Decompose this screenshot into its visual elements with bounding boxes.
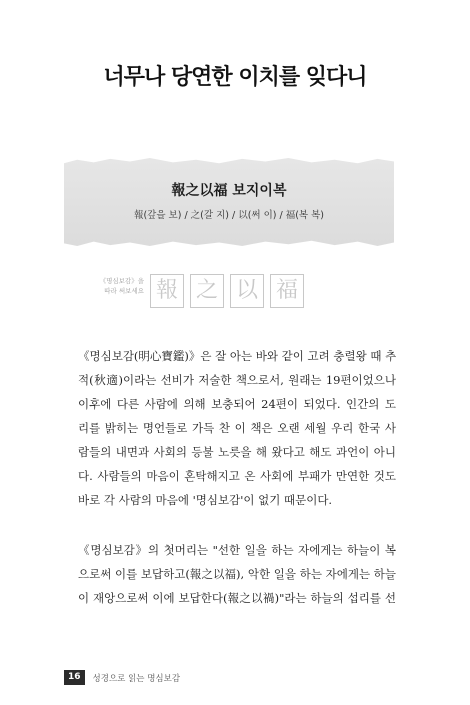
text-line: 《명심보감(明心寶鑑)》은 잘 아는 바와 같이 고려 충렬왕 때 추 bbox=[78, 349, 397, 363]
stamp-caption-line: 《명심보감》을 bbox=[99, 277, 144, 285]
stamp-char: 以 bbox=[230, 274, 264, 308]
page-title: 너무나 당연한 이치를 잊다니 bbox=[103, 65, 367, 90]
stamp-char: 之 bbox=[190, 274, 224, 308]
text-line: 람들의 내면과 사회의 등불 노릇을 해 왔다고 해도 과언이 아니 bbox=[78, 445, 396, 459]
text-line: 적(秋適)이라는 선비가 저술한 책으로서, 원래는 19편이었으나 bbox=[78, 373, 396, 387]
page-number: 16 bbox=[64, 670, 85, 685]
text-line: 으로써 이를 보답하고(報之以福), 악한 일을 하는 자에게는 하늘 bbox=[78, 567, 396, 581]
stamp-char: 福 bbox=[270, 274, 304, 308]
page-footer bbox=[64, 670, 180, 685]
text-line: 다. 사람들의 마음이 혼탁해지고 온 사회에 부패가 만연한 것도 bbox=[78, 469, 396, 483]
text-line: 《명심보감》의 첫머리는 "선한 일을 하는 자에게는 하늘이 복 bbox=[78, 543, 396, 557]
running-book-title: 성경으로 읽는 명심보감 bbox=[92, 673, 181, 684]
text-line: 리를 밝히는 명언들로 가득 찬 이 책은 오랜 세월 우리 한국 사 bbox=[78, 421, 396, 435]
quote-band-title: 報之以福 보지이복 bbox=[171, 183, 287, 199]
text-line: 이 재앙으로써 이에 보답한다(報之以禍)"라는 하늘의 섭리를 선 bbox=[78, 591, 396, 605]
text-line: 바로 각 사람의 마음에 '명심보감'이 없기 때문이다. bbox=[78, 493, 333, 507]
tracing-stamp bbox=[150, 274, 304, 308]
stamp-char: 報 bbox=[150, 274, 184, 308]
quote-band-background bbox=[64, 158, 394, 246]
quote-band-subtitle: 報(갚을 보) / 之(갈 지) / 以(써 이) / 福(복 복) bbox=[133, 210, 325, 221]
body-paragraph bbox=[78, 344, 396, 512]
stamp-caption bbox=[80, 276, 144, 296]
text-line: 이후에 다른 사람에 의해 보충되어 24편이 되었다. 인간의 도 bbox=[78, 397, 396, 411]
body-paragraph bbox=[78, 538, 396, 610]
stamp-caption-line: 따라 써보세요 bbox=[104, 287, 144, 295]
